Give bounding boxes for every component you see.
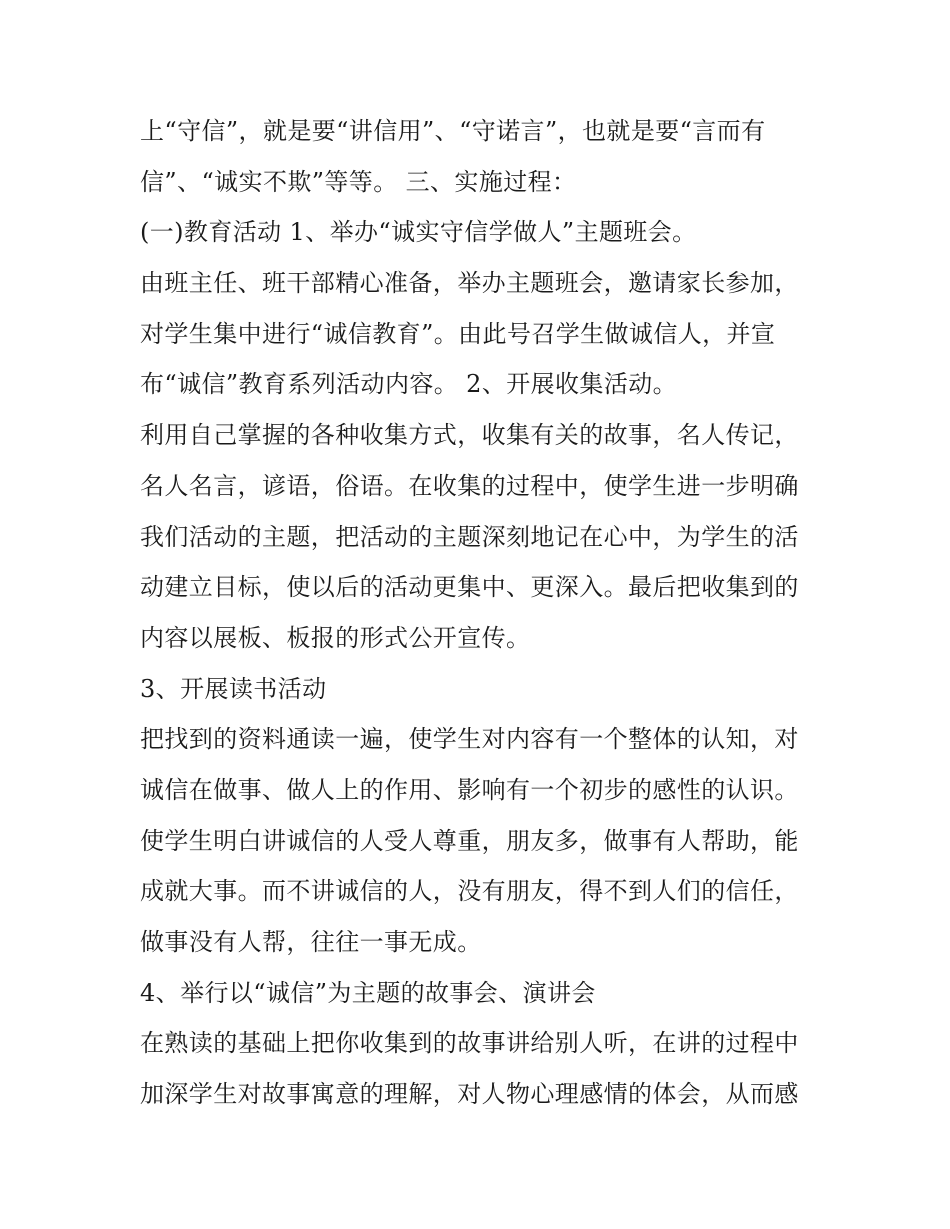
document-body — [140, 106, 820, 1120]
text-line: 我们活动的主题，把活动的主题深刻地记在心中，为学生的活 — [140, 522, 799, 551]
text-line: 在熟读的基础上把你收集到的故事讲给别人听，在讲的过程中 — [140, 1029, 799, 1058]
text-line: 做事没有人帮，往往一事无成。 — [140, 928, 482, 956]
section-heading: 4、举行以“诚信”为主题的故事会、演讲会 — [140, 978, 596, 1007]
text-line: 诚信在做事、做人上的作用、影响有一个初步的感性的认识。 — [140, 775, 799, 804]
text-line: 信”、“诚实不欺”等等。 三、实施过程： — [140, 167, 577, 196]
text-line: 上“守信”，就是要“讲信用”、“守诺言”，也就是要“言而有 — [140, 117, 766, 145]
text-line: 对学生集中进行“诚信教育”。由此号召学生做诚信人，并宣 — [140, 319, 776, 348]
text-line: 内容以展板、板报的形式公开宣传。 — [140, 623, 531, 652]
text-line: 动建立目标，使以后的活动更集中、更深入。最后把收集到的 — [140, 573, 799, 602]
text-line: 把找到的资料通读一遍，使学生对内容有一个整体的认知，对 — [140, 725, 799, 754]
text-line: 布“诚信”教育系列活动内容。 2、开展收集活动。 — [140, 370, 678, 399]
text-line: 由班主任、班干部精心准备，举办主题班会，邀请家长参加， — [140, 269, 799, 298]
text-line: 成就大事。而不讲诚信的人，没有朋友，得不到人们的信任， — [140, 877, 799, 906]
text-line: 利用自己掌握的各种收集方式，收集有关的故事，名人传记， — [140, 421, 799, 450]
text-line: 加深学生对故事寓意的理解，对人物心理感情的体会，从而感 — [140, 1080, 799, 1109]
text-line: 名人名言，谚语，俗语。在收集的过程中，使学生进一步明确 — [140, 471, 799, 500]
section-heading: 3、开展读书活动 — [140, 674, 327, 703]
text-line: (一)教育活动 1、举办“诚实守信学做人”主题班会。 — [140, 218, 697, 247]
text-line: 使学生明白讲诚信的人受人尊重，朋友多，做事有人帮助，能 — [140, 826, 799, 855]
